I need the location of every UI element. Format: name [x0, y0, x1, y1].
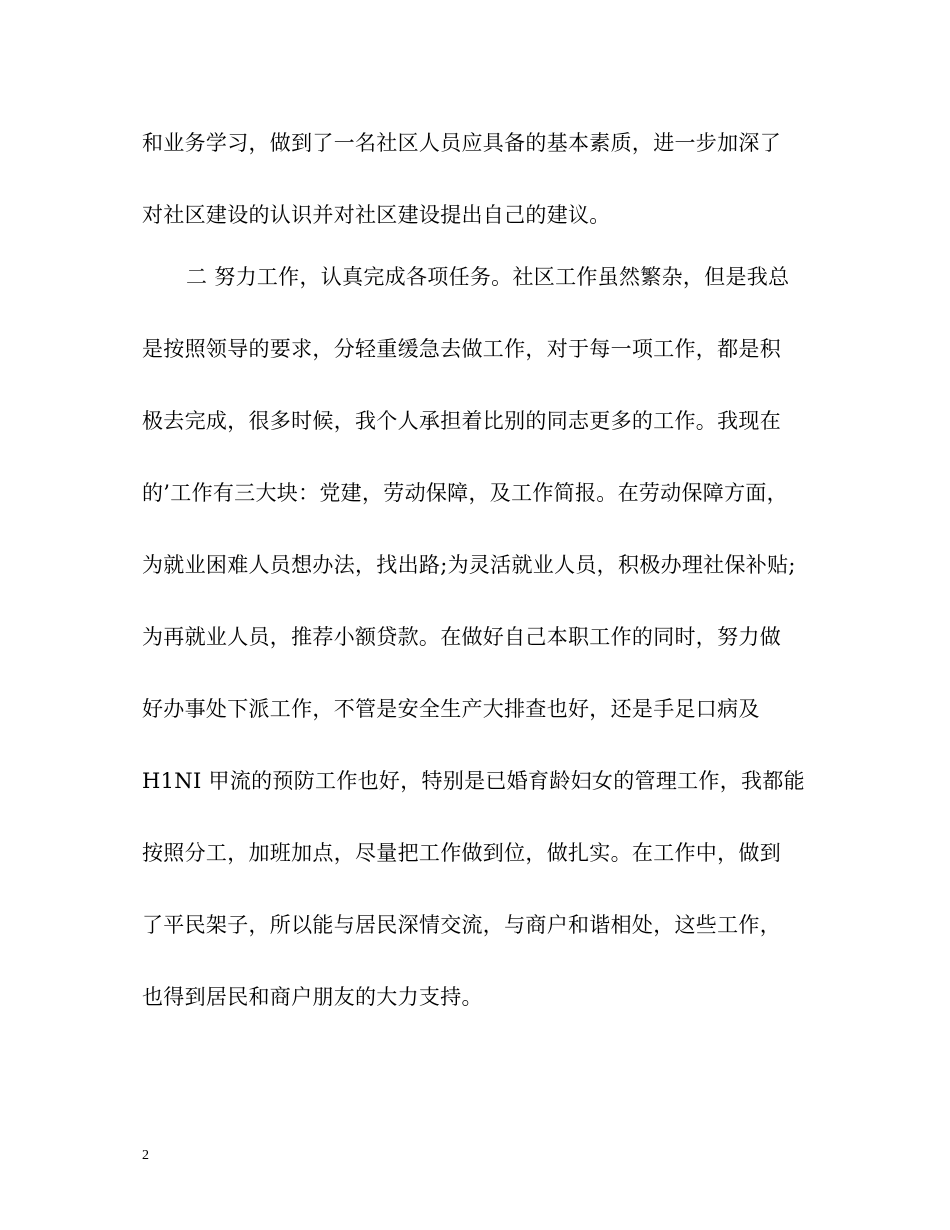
- text-line: H1NI 甲流的预防工作也好，特别是已婚育龄妇女的管理工作，我都能: [142, 769, 805, 793]
- text-line: 对社区建设的认识并对社区建设提出自己的建议。: [142, 203, 611, 227]
- text-line: 为就业困难人员想办法，找出路;为灵活就业人员，积极办理社保补贴;: [142, 553, 796, 577]
- text-line: 按照分工，加班加点，尽量把工作做到位，做扎实。在工作中，做到: [142, 841, 781, 865]
- text-line: 的’工作有三大块：党建，劳动保障，及工作简报。在劳动保障方面，: [142, 481, 788, 505]
- text-line: 也得到居民和商户朋友的大力支持。: [142, 985, 483, 1009]
- text-line: 好办事处下派工作，不管是安全生产大排查也好，还是手足口病及: [142, 697, 760, 721]
- text-line: 了平民架子，所以能与居民深情交流，与商户和谐相处，这些工作，: [142, 913, 781, 937]
- page-number: 2: [142, 1148, 149, 1163]
- text-line: 极去完成，很多时候，我个人承担着比别的同志更多的工作。我现在: [142, 409, 781, 433]
- text-line: 和业务学习，做到了一名社区人员应具备的基本素质，进一步加深了: [142, 131, 781, 155]
- text-line: 是按照领导的要求，分轻重缓急去做工作，对于每一项工作，都是积: [142, 337, 781, 361]
- text-line: 为再就业人员，推荐小额贷款。在做好自己本职工作的同时，努力做: [142, 625, 781, 649]
- section-heading-line: 二 努力工作，认真完成各项任务。社区工作虽然繁杂，但是我总: [186, 265, 790, 289]
